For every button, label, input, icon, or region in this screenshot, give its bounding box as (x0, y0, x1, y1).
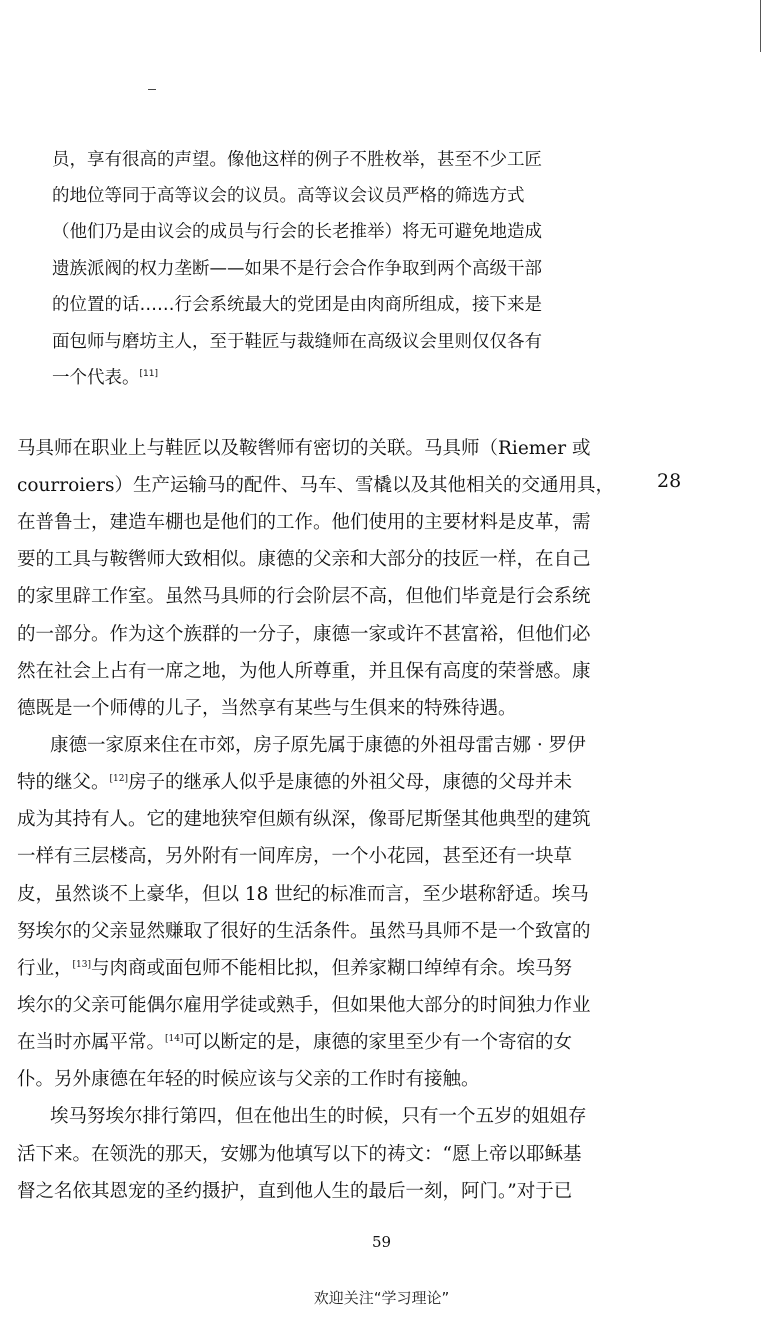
quote-line: 遗族派阀的权力垄断——如果不是行会合作争取到两个高级干部 (52, 259, 542, 279)
footnote-ref-12: [12] (109, 773, 128, 784)
text-line: 努埃尔的父亲显然赚取了很好的生活条件。虽然马具师不是一个致富的 (17, 921, 591, 942)
text-segment: 特的继父。 (17, 772, 110, 793)
text-segment: 可以断定的是，康德的家里至少有一个寄宿的女 (183, 1032, 573, 1053)
text-line: 德既是一个师傅的儿子，当然享有某些与生俱来的特殊待遇。 (17, 698, 517, 719)
text-line (17, 957, 572, 981)
text-line: 皮，虽然谈不上豪华，但以 18 世纪的标准而言，至少堪称舒适。埃马 (17, 884, 589, 905)
text-line (17, 1031, 572, 1055)
quote-line: 的位置的话……行会系统最大的党团是由肉商所组成，接下来是 (52, 295, 542, 315)
quote-line: 员，享有很高的声望。像他这样的例子不胜枚举，甚至不少工匠 (52, 150, 542, 170)
text-line: 活下来。在领洗的那天，安娜为他填写以下的祷文：“愿上帝以耶稣基 (17, 1144, 582, 1165)
text-line: 督之名依其恩宠的圣约摄护，直到他人生的最后一刻，阿门。”对于已 (17, 1181, 573, 1202)
text-segment: 行业， (17, 958, 73, 979)
scan-mark (148, 89, 156, 90)
quote-line (52, 366, 158, 390)
text-segment: 在当时亦属平常。 (17, 1032, 166, 1053)
text-line: 一样有三层楼高，另外附有一间库房，一个小花园，甚至还有一块草 (17, 846, 573, 867)
footer-note: 欢迎关注“学习理论” (313, 1289, 450, 1307)
text-line: 的家里辟工作室。虽然马具师的行会阶层不高，但他们毕竟是行会系统 (17, 586, 591, 607)
footnote-ref-13: [13] (72, 959, 91, 970)
text-segment: 与肉商或面包师不能相比拟，但养家糊口绰绰有余。埃马努 (91, 958, 573, 979)
text-line: 康德一家原来住在市郊，房子原先属于康德的外祖母雷吉娜 · 罗伊 (50, 735, 586, 756)
text-segment: 房子的继承人似乎是康德的外祖父母，康德的父母并未 (128, 772, 573, 793)
text-line (17, 771, 572, 795)
text-line: 埃马努埃尔排行第四，但在他出生的时候，只有一个五岁的姐姐存 (50, 1106, 587, 1127)
quote-line: （他们乃是由议会的成员与行会的长老推举）将无可避免地造成 (52, 222, 542, 242)
page-edge-line (760, 0, 761, 52)
page-number: 59 (371, 1233, 392, 1251)
text-line: 埃尔的父亲可能偶尔雇用学徒或熟手，但如果他大部分的时间独力作业 (17, 995, 591, 1016)
quote-line: 面包师与磨坊主人，至于鞋匠与裁缝师在高级议会里则仅仅各有 (52, 332, 542, 352)
quote-text: 一个代表。 (52, 368, 140, 388)
footnote-ref-11: [11] (139, 369, 158, 380)
margin-page-number: 28 (657, 470, 682, 492)
text-line: 仆。另外康德在年轻的时候应该与父亲的工作时有接触。 (17, 1069, 480, 1090)
text-line: 马具师在职业上与鞋匠以及鞍辔师有密切的关联。马具师（Riemer 或 (17, 438, 591, 459)
text-line: 成为其持有人。它的建地狭窄但颇有纵深，像哥尼斯堡其他典型的建筑 (17, 809, 591, 830)
quote-line: 的地位等同于高等议会的议员。高等议会议员严格的筛选方式 (52, 186, 525, 206)
footnote-ref-14: [14] (165, 1033, 184, 1044)
text-line: 的一部分。作为这个族群的一分子，康德一家或许不甚富裕，但他们必 (17, 624, 591, 645)
text-line: 然在社会上占有一席之地，为他人所尊重，并且保有高度的荣誉感。康 (17, 661, 591, 682)
text-line: 在普鲁士，建造车棚也是他们的工作。他们使用的主要材料是皮革，需 (17, 512, 591, 533)
text-line: courroiers）生产运输马的配件、马车、雪橇以及其他相关的交通用具， (17, 475, 614, 496)
text-line: 要的工具与鞍辔师大致相似。康德的父亲和大部分的技匠一样，在自己 (17, 549, 591, 570)
